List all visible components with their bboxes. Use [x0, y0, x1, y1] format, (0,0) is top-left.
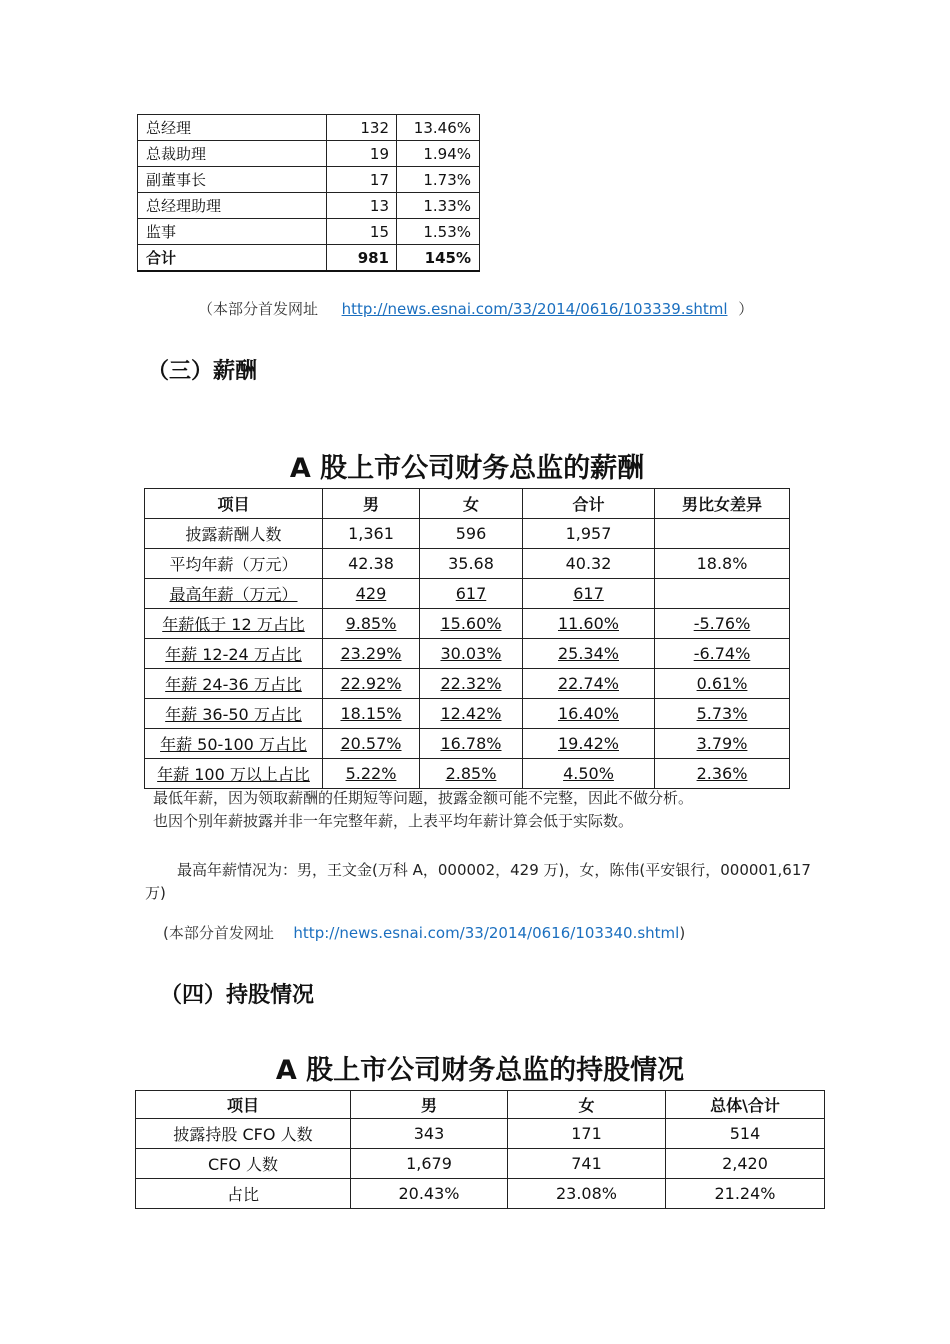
table-row: [138, 115, 480, 141]
cell-text: 年薪 12-24 万占比: [165, 645, 302, 664]
table-cell: [655, 759, 790, 789]
table-cell: [420, 609, 523, 639]
table-cell: 132: [327, 115, 397, 141]
cell-text: 年薪低于 12 万占比: [162, 615, 305, 634]
cell-text: 18.8%: [696, 554, 748, 573]
table-row: [145, 729, 790, 759]
cell-text: 1,361: [348, 524, 394, 543]
cell-text: 16.78%: [440, 734, 502, 753]
table-cell: 171: [508, 1119, 666, 1149]
table-row: [138, 167, 480, 193]
table-cell: 23.08%: [508, 1179, 666, 1209]
cell-text: 22.92%: [340, 674, 402, 693]
table-cell: 981: [327, 245, 397, 272]
table-row: [145, 639, 790, 669]
table-cell: 2,420: [666, 1149, 825, 1179]
cell-text: 40.32: [565, 554, 612, 573]
cell-text: 年薪 50-100 万占比: [160, 735, 307, 754]
table-cell: [145, 699, 323, 729]
cell-text: 年薪 36-50 万占比: [165, 705, 302, 724]
cell-text: 平均年薪（万元）: [169, 555, 298, 574]
cell-text: 2.85%: [445, 764, 497, 783]
table-cell: [420, 579, 523, 609]
cell-text: 23.29%: [340, 644, 402, 663]
source-link[interactable]: http://news.esnai.com/33/2014/0616/103339.shtml: [341, 300, 728, 318]
table-cell: [145, 549, 323, 579]
table-cell: [145, 759, 323, 789]
table-cell: [323, 519, 420, 549]
cell-text: 披露薪酬人数: [185, 525, 282, 544]
table-cell: 1.53%: [397, 219, 480, 245]
cell-text: 30.03%: [440, 644, 502, 663]
source-link[interactable]: http://news.esnai.com/33/2014/0616/103340.shtml: [293, 924, 680, 942]
table-cell: [323, 639, 420, 669]
cell-text: 617: [573, 584, 604, 603]
cell-text: 25.34%: [557, 644, 619, 663]
table-cell: [523, 639, 655, 669]
cell-text: 最高年薪（万元）: [169, 585, 298, 604]
cell-text: 5.73%: [696, 704, 748, 723]
table-row: [138, 141, 480, 167]
cell-text: 596: [455, 524, 487, 543]
source-suffix: ）: [738, 300, 754, 318]
table-cell: [420, 519, 523, 549]
table-cell: 19: [327, 141, 397, 167]
table-cell: 总裁助理: [138, 141, 327, 167]
section-heading-salary: （三）薪酬: [147, 359, 258, 384]
shareholding-table: [135, 1090, 825, 1209]
cell-text: 11.60%: [557, 614, 619, 633]
table-cell: [420, 699, 523, 729]
table-cell: [420, 639, 523, 669]
table-cell: [145, 609, 323, 639]
table-cell: 343: [351, 1119, 508, 1149]
note-paragraph: [153, 787, 693, 833]
table-row: [145, 699, 790, 729]
table-cell: 17: [327, 167, 397, 193]
cell-text: 35.68: [448, 554, 494, 573]
cell-text: 15.60%: [440, 614, 502, 633]
cell-text: 429: [355, 584, 387, 603]
table-cell: [420, 759, 523, 789]
table-cell: 145%: [397, 245, 480, 272]
table-row: [136, 1119, 825, 1149]
table-cell: [655, 729, 790, 759]
table-row: [145, 579, 790, 609]
cell-text: 年薪 24-36 万占比: [165, 675, 302, 694]
source-note-1: [198, 298, 753, 319]
table-cell: 1.73%: [397, 167, 480, 193]
cell-text: 22.32%: [440, 674, 502, 693]
column-header: 男: [323, 489, 420, 519]
table-cell: [145, 639, 323, 669]
table-cell: 披露持股 CFO 人数: [136, 1119, 351, 1149]
table-cell: [145, 669, 323, 699]
source-suffix: ): [679, 924, 686, 942]
table-row: [145, 549, 790, 579]
table-cell: [323, 669, 420, 699]
table-cell: [655, 639, 790, 669]
table-cell: 13: [327, 193, 397, 219]
table-cell: 514: [666, 1119, 825, 1149]
table-cell: 15: [327, 219, 397, 245]
table-row: [138, 219, 480, 245]
source-prefix: （本部分首发网址: [198, 300, 319, 318]
table-cell: [655, 549, 790, 579]
table-cell: [523, 579, 655, 609]
table-cell: CFO 人数: [136, 1149, 351, 1179]
cell-text: 12.42%: [440, 704, 502, 723]
table-cell: 总经理助理: [138, 193, 327, 219]
cell-text: 18.15%: [340, 704, 402, 723]
table-cell: [523, 519, 655, 549]
cell-text: 9.85%: [345, 614, 397, 633]
highest-salary-line: 最高年薪情况为：男，王文金(万科 A，000002，429 万)，女，陈伟(平安银行，000001,617: [177, 861, 811, 879]
table-cell: [323, 579, 420, 609]
table-cell: [323, 609, 420, 639]
cell-text: 20.57%: [340, 734, 402, 753]
table-header-row: [145, 489, 790, 519]
column-header: 合计: [523, 489, 655, 519]
cell-text: 617: [455, 584, 487, 603]
table-cell: 副董事长: [138, 167, 327, 193]
cell-text: -6.74%: [693, 644, 751, 663]
salary-table: [144, 488, 790, 789]
cell-text: 19.42%: [557, 734, 619, 753]
table-cell: 1,679: [351, 1149, 508, 1179]
table-row: [136, 1179, 825, 1209]
column-header: 男比女差异: [655, 489, 790, 519]
table-row: [136, 1149, 825, 1179]
table-cell: 1.94%: [397, 141, 480, 167]
cell-text: 5.22%: [345, 764, 397, 783]
table-cell: 总经理: [138, 115, 327, 141]
table-cell: 741: [508, 1149, 666, 1179]
table-cell: [523, 759, 655, 789]
cell-text: 年薪 100 万以上占比: [157, 765, 310, 784]
column-header: 男: [351, 1091, 508, 1119]
section-heading-shareholding: （四）持股情况: [160, 983, 315, 1008]
table-cell: [655, 609, 790, 639]
table-cell: 21.24%: [666, 1179, 825, 1209]
table-cell: 20.43%: [351, 1179, 508, 1209]
cell-text: 0.61%: [696, 674, 748, 693]
table-cell: [323, 759, 420, 789]
table-cell: [655, 579, 790, 609]
table-cell: [420, 549, 523, 579]
table-cell: [523, 669, 655, 699]
table-row: [138, 193, 480, 219]
table-cell: 监事: [138, 219, 327, 245]
cell-text: 42.38: [348, 554, 394, 573]
source-prefix: (本部分首发网址: [163, 924, 274, 942]
cell-text: -5.76%: [693, 614, 751, 633]
table-row: [145, 759, 790, 789]
table-cell: [523, 729, 655, 759]
cell-text: 16.40%: [557, 704, 619, 723]
table-cell: [323, 549, 420, 579]
table-row: [145, 669, 790, 699]
table-cell: [145, 729, 323, 759]
table-cell: [655, 519, 790, 549]
cell-text: 4.50%: [563, 764, 614, 783]
shareholding-table-title: A 股上市公司财务总监的持股情况: [275, 1055, 685, 1086]
position-count-table: [137, 114, 480, 272]
table-cell: 占比: [136, 1179, 351, 1209]
table-cell: [323, 729, 420, 759]
table-cell: [523, 699, 655, 729]
table-cell: [655, 699, 790, 729]
table-cell: 1.33%: [397, 193, 480, 219]
table-header-row: [136, 1091, 825, 1119]
table-cell: [523, 549, 655, 579]
highest-salary-line: 万): [145, 884, 166, 902]
column-header: 项目: [136, 1091, 351, 1119]
source-note-2: [163, 922, 685, 943]
table-cell: [523, 609, 655, 639]
column-header: 女: [508, 1091, 666, 1119]
table-cell: [420, 669, 523, 699]
salary-table-title: A 股上市公司财务总监的薪酬: [289, 453, 645, 484]
column-header: 总体\合计: [666, 1091, 825, 1119]
highest-salary-paragraph: [145, 859, 815, 905]
table-cell: [145, 579, 323, 609]
note-line: 最低年薪，因为领取薪酬的任期短等问题，披露金额可能不完整，因此不做分析。: [153, 789, 694, 807]
table-row: [145, 609, 790, 639]
note-line: 也因个别年薪披露并非一年完整年薪，上表平均年薪计算会低于实际数。: [153, 812, 634, 830]
total-row: [138, 245, 480, 272]
column-header: 项目: [145, 489, 323, 519]
cell-text: 1,957: [565, 524, 612, 543]
table-cell: 13.46%: [397, 115, 480, 141]
cell-text: 2.36%: [696, 764, 748, 783]
table-cell: [420, 729, 523, 759]
cell-text: 3.79%: [696, 734, 748, 753]
column-header: 女: [420, 489, 523, 519]
table-row: [145, 519, 790, 549]
table-cell: 合计: [138, 245, 327, 272]
cell-text: 22.74%: [557, 674, 619, 693]
table-cell: [655, 669, 790, 699]
table-cell: [323, 699, 420, 729]
table-cell: [145, 519, 323, 549]
